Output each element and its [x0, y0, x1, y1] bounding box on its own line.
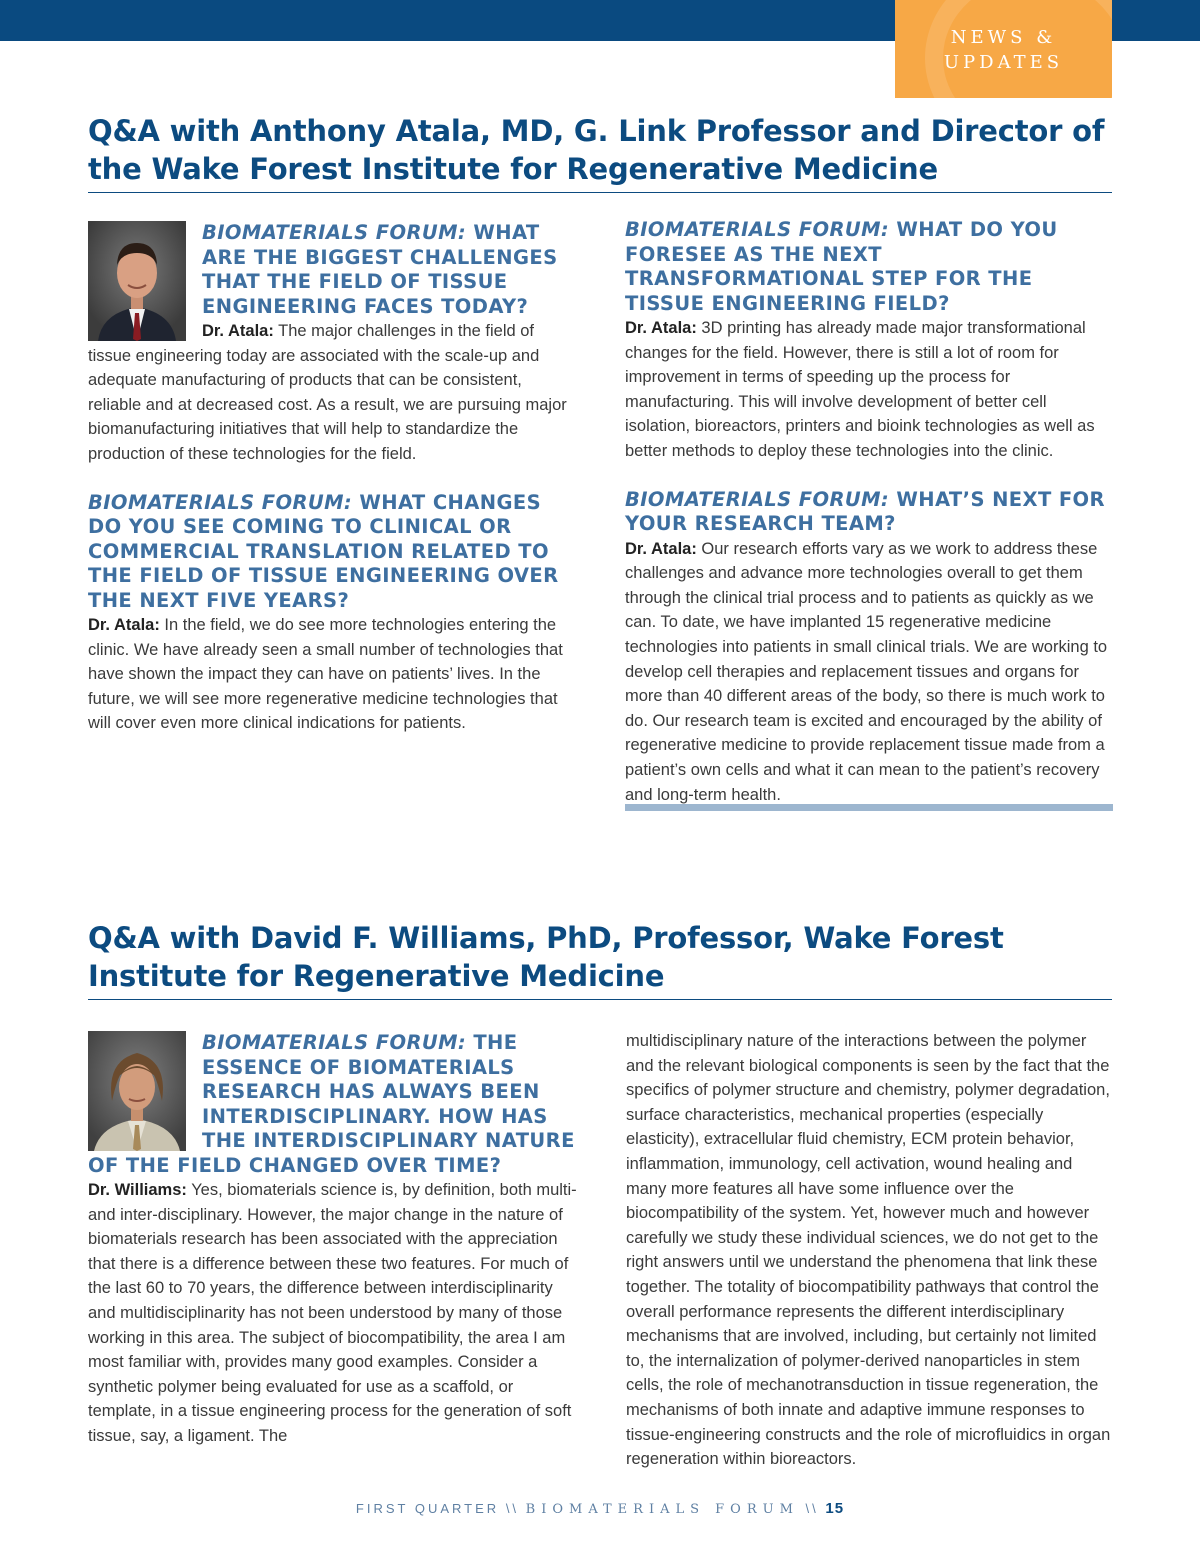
article-1-title-rule: [88, 192, 1112, 193]
badge-line-2: UPDATES: [943, 52, 1064, 73]
footer-publication: BIOMATERIALS FORUM: [525, 1502, 799, 1517]
badge-line-1: NEWS &: [950, 27, 1057, 48]
question-text: WHAT’S NEXT FOR YOUR RESEARCH TEAM?: [625, 487, 1105, 536]
article-1-answer-4: [625, 537, 1113, 808]
article-1-answer-3: [625, 316, 1113, 464]
atala-portrait: [88, 221, 186, 341]
article-1-right-column: [625, 218, 1113, 807]
page-footer: [0, 1500, 1200, 1517]
page-number: 15: [825, 1500, 845, 1517]
article-2-right-column: [626, 1029, 1116, 1472]
answer-speaker: Dr. Williams:: [88, 1181, 187, 1199]
footer-separator: \\: [805, 1501, 819, 1516]
article-1-title: Q&A with Anthony Atala, MD, G. Link Professor and Director of the Wake Forest Institute for Regenerative Medicine: [88, 114, 1105, 186]
answer-text: 3D printing has already made major transformational changes for the field. However, there is still a lot of room for improvement in terms of speeding up the process for manufacturing. This will involve development of better cell isolation, bioreactors, printers and bioink technologies as well as better methods to deploy these technologies into the clinic.: [625, 319, 1095, 460]
answer-speaker: Dr. Atala:: [88, 616, 160, 635]
williams-portrait: [88, 1031, 186, 1151]
williams-portrait-image: [88, 1031, 186, 1151]
answer-speaker: Dr. Atala:: [202, 322, 274, 340]
article-1-question-4: [625, 488, 1113, 537]
question-lead: BIOMATERIALS FORUM:: [202, 1031, 467, 1054]
article-1-question-3: [625, 218, 1113, 316]
article-2-title: Q&A with David F. Williams, PhD, Professor, Wake Forest Institute for Regenerative Medicine: [88, 921, 1004, 993]
answer-speaker: Dr. Atala:: [625, 539, 697, 558]
article-1-end-bar: [625, 804, 1113, 811]
article-2-left-column: [88, 1031, 578, 1449]
article-2-answer-1-continued: multidisciplinary nature of the interactions between the polymer and the relevant biological components is seen by the fact that the specifics of polymer structure and chemistry, polymer degradation, surface characteristics, mechanical properties (especially elasticity), extracellular fluid chemistry, ECM protein behavior, inflammation, immunology, cell activation, wound healing and many more features all have some influence over the biocompatibility of the system. Yet, however much and however carefully we study these individual sciences, we do not get to the right answers until we understand the phenomena that link these together. The totality of biocompatibility pathways that control the overall performance represents the different interdisciplinary mechanisms that are involved, including, but certainly not limited to, the internalization of polymer-derived nanoparticles in stem cells, the role of mechanotransduction in tissue regeneration, the mechanisms of both innate and adaptive immune responses to tissue-engineering constructs and the role of microfluidics in organ regeneration within bioreactors.: [626, 1032, 1111, 1469]
article-2-title-rule: [88, 999, 1112, 1000]
question-lead: BIOMATERIALS FORUM:: [88, 490, 353, 514]
atala-portrait-image: [88, 221, 186, 341]
answer-text: In the field, we do see more technologies entering the clinic. We have already seen a small number of technologies that have shown the impact they can have on patients’ lives. In the future, we will see more regenerative medicine technologies that will cover even more clinical indications for patients.: [88, 616, 563, 733]
question-lead: BIOMATERIALS FORUM:: [625, 218, 890, 241]
article-1-left-column: [88, 221, 578, 736]
question-lead: BIOMATERIALS FORUM:: [625, 487, 890, 511]
answer-text: The major challenges in the field of tissue engineering today are associated with the scale-up and adequate manufacturing of products that can be consistent, reliable and at decreased cost. As a result, we are pursuing major biomanufacturing initiatives that will help to standardize the production of these technologies for the field.: [88, 322, 567, 463]
news-updates-badge: [895, 0, 1112, 98]
answer-text: Yes, biomaterials science is, by definition, both multi- and inter-disciplinary. However, the major change in the nature of biomaterials research has been associated with the appreciation that there is a difference between these two features. For much of the last 60 to 70 years, the difference between interdisciplinarity and multidisciplinarity has not been understood by many of those working in this area. The subject of biocompatibility, the area I am most familiar with, provides many good examples. Consider a synthetic polymer being evaluated for use as a scaffold, or template, in a tissue engineering process for the generation of soft tissue, say, a ligament. The: [88, 1181, 577, 1445]
badge-label: [895, 25, 1112, 75]
footer-separator: \\: [505, 1501, 520, 1516]
footer-issue: FIRST QUARTER: [355, 1501, 500, 1516]
question-text: WHAT CHANGES DO YOU SEE COMING TO CLINICAL OR COMMERCIAL TRANSLATION RELATED TO THE FIELD OF TISSUE ENGINEERING OVER THE NEXT FIVE YEARS?: [88, 490, 559, 612]
question-text: WHAT ARE THE BIGGEST CHALLENGES THAT THE FIELD OF TISSUE ENGINEERING FACES TODAY?: [202, 221, 558, 318]
article-1-answer-1: [88, 319, 578, 467]
question-text: WHAT DO YOU FORESEE AS THE NEXT TRANSFORMATIONAL STEP FOR THE TISSUE ENGINEERING FIELD?: [625, 218, 1058, 315]
article-2-answer-1: [88, 1178, 578, 1449]
question-text: THE ESSENCE OF BIOMATERIALS RESEARCH HAS ALWAYS BEEN INTERDISCIPLINARY. HOW HAS THE INTERDISCIPLINARY NATURE OF THE FIELD CHANGED OVER TIME?: [88, 1031, 575, 1177]
article-1-question-2: [88, 491, 578, 614]
question-lead: BIOMATERIALS FORUM:: [202, 221, 467, 244]
answer-speaker: Dr. Atala:: [625, 319, 697, 337]
answer-text: Our research efforts vary as we work to address these challenges and advance more technologies overall to get them through the clinical trial process and to patients as quickly as we can. To date, we have implanted 15 regenerative medicine technologies into patients in small clinical trials. We are working to develop cell therapies and replacement tissues and organs for more than 40 different areas of the body, so there is much work to do. Our research team is excited and encouraged by the ability of regenerative medicine to provide replacement tissue made from a patient’s own cells and what it can mean to the patient’s recovery and long-term health.: [625, 539, 1108, 804]
article-1-answer-2: [88, 613, 578, 736]
